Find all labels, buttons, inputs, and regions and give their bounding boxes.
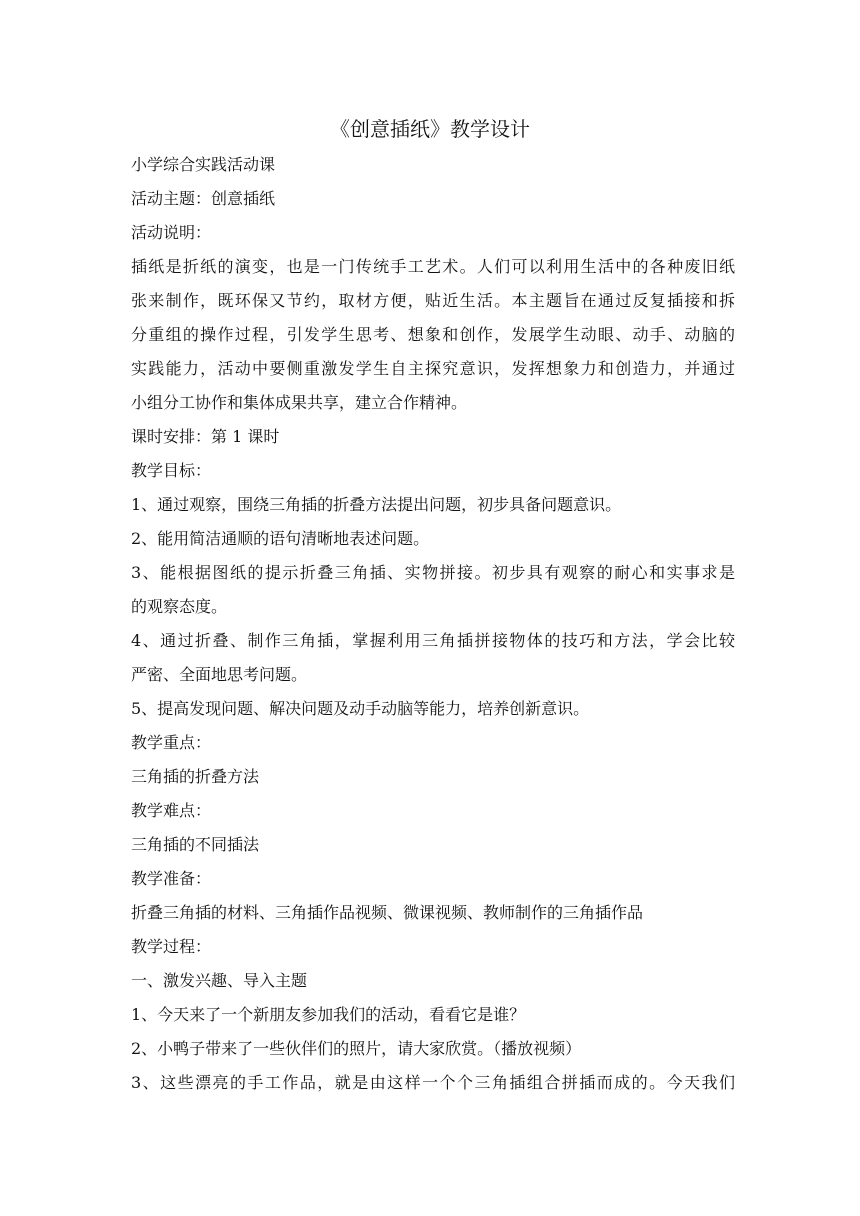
goal-item: 5、提高发现问题、解决问题及动手动脑等能力，培养创新意识。	[131, 699, 590, 718]
section-heading: 一、激发兴趣、导入主题	[131, 971, 308, 990]
schedule-line: 课时安排：第 1 课时	[131, 427, 280, 446]
goal-item: 3、能根据图纸的提示折叠三角插、实物拼接。初步具有观察的耐心和实事求是 的观察态度。	[131, 563, 735, 616]
process-heading: 教学过程：	[131, 937, 212, 956]
document-body	[131, 148, 735, 1100]
key-point-heading: 教学重点：	[131, 733, 212, 752]
preparation-text: 折叠三角插的材料、三角插作品视频、微课视频、教师制作的三角插作品	[131, 903, 644, 922]
difficulty-heading: 教学难点：	[131, 801, 212, 820]
description-paragraph	[131, 250, 735, 420]
goal-item: 1、通过观察，围绕三角插的折叠方法提出问题，初步具备问题意识。	[131, 495, 622, 514]
goals-heading: 教学目标：	[131, 461, 212, 480]
process-step: 3、这些漂亮的手工作品，就是由这样一个个三角插组合拼插而成的。今天我们	[131, 1073, 735, 1092]
preparation-heading: 教学准备：	[131, 869, 212, 888]
description-line: 小组分工协作和集体成果共享，建立合作精神。	[131, 393, 468, 412]
key-point-text: 三角插的折叠方法	[131, 767, 260, 786]
process-step: 2、小鸭子带来了一些伙伴们的照片，请大家欣赏。（播放视频）	[131, 1039, 582, 1058]
course-line: 小学综合实践活动课	[131, 155, 276, 174]
description-line: 张来制作，既环保又节约，取材方便，贴近生活。本主题旨在通过反复插接和拆	[131, 291, 735, 310]
description-line: 插纸是折纸的演变，也是一门传统手工艺术。人们可以利用生活中的各种废旧纸	[131, 257, 735, 276]
goal-item: 4、通过折叠、制作三角插，掌握利用三角插拼接物体的技巧和方法，学会比较 严密、全面地思考问题。	[131, 631, 735, 684]
goal-item: 2、能用简洁通顺的语句清晰地表述问题。	[131, 529, 430, 548]
process-step: 1、今天来了一个新朋友参加我们的活动，看看它是谁？	[131, 1005, 526, 1024]
description-heading: 活动说明：	[131, 223, 212, 242]
theme-line: 活动主题：创意插纸	[131, 189, 276, 208]
document-title: 《创意插纸》教学设计	[330, 117, 530, 141]
description-line: 分重组的操作过程，引发学生思考、想象和创作，发展学生动眼、动手、动脑的	[131, 325, 735, 344]
description-line: 实践能力，活动中要侧重激发学生自主探究意识，发挥想象力和创造力，并通过	[131, 359, 735, 378]
difficulty-text: 三角插的不同插法	[131, 835, 260, 854]
